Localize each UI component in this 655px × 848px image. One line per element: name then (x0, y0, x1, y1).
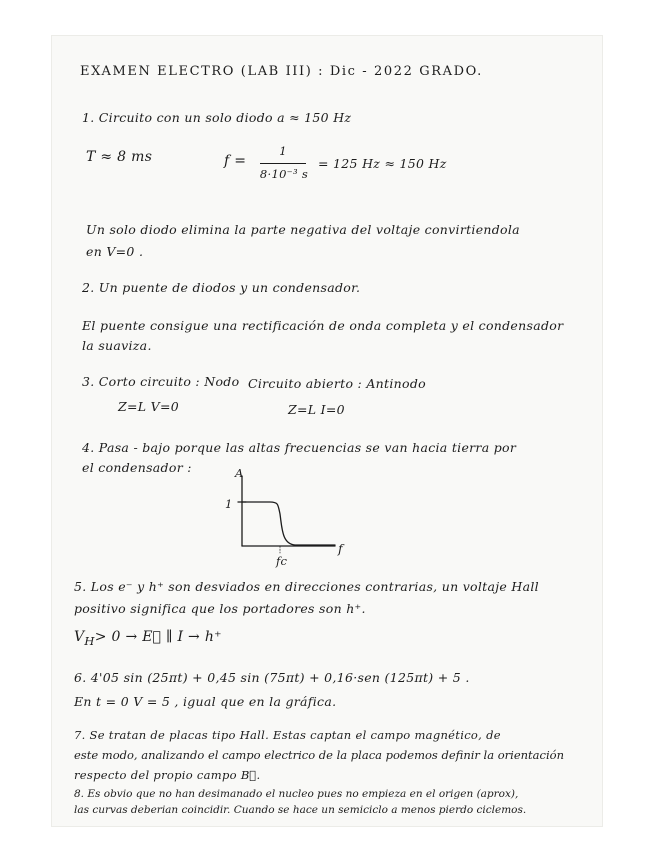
q3-short-circuit: 3. Corto circuito : Nodo (82, 374, 240, 389)
q6-line-2: En t = 0 V = 5 , igual que en la gráfica. (74, 694, 337, 709)
q1-explanation-line-1: Un solo diodo elimina la parte negativa del voltaje convirtiendola (86, 222, 520, 237)
q2-explanation-line-1: El puente consigue una rectificación de onda completa y el condensador (82, 318, 564, 333)
q3-open-circuit-eq: Z=L I=0 (288, 402, 345, 417)
q4-graph-x-label: f (338, 541, 343, 556)
exam-sheet (52, 36, 602, 826)
q5-line-1: 5. Los e⁻ y h⁺ son desviados en direcciones contrarias, un voltaje Hall (74, 579, 539, 594)
exam-title: EXAMEN ELECTRO (LAB III) : Dic - 2022 GRADO. (80, 64, 483, 79)
q5-relation-rest: > 0 → E⃗ ∥ I → h⁺ (94, 629, 222, 645)
q1-heading: 1. Circuito con un solo diodo a ≈ 150 Hz (82, 110, 352, 125)
q4-graph-y-axis-label: A (235, 466, 244, 480)
q7-line-3: respecto del propio campo B⃗. (74, 768, 261, 782)
q1-fraction-bar (260, 163, 306, 164)
q1-f-lhs: f = (224, 153, 247, 169)
q1-f-rhs: = 125 Hz ≈ 150 Hz (318, 156, 447, 171)
q7-line-1: 7. Se tratan de placas tipo Hall. Estas captan el campo magnético, de (74, 728, 501, 742)
q8-line-2: las curvas deberian coincidir. Cuando se hace un semiciclo a menos pierdo ciclemos. (74, 804, 527, 816)
q7-line-2: este modo, analizando el campo electrico de la placa podemos definir la orientación (74, 748, 564, 762)
q5-line-2: positivo significa que los portadores son h⁺. (74, 601, 366, 616)
q2-heading: 2. Un puente de diodos y un condensador. (82, 280, 361, 295)
q2-explanation-line-2: la suaviza. (82, 338, 152, 353)
q5-relation-vh-subscript: H (84, 633, 95, 648)
q6-formula: 6. 4'05 sin (25πt) + 0,45 sin (75πt) + 0,16·sen (125πt) + 5 . (74, 670, 470, 685)
q4-graph-y-tick: 1 (225, 497, 233, 511)
q1-f-denominator: 8·10⁻³ s (259, 167, 309, 181)
q3-open-circuit: Circuito abierto : Antinodo (248, 376, 426, 391)
q5-relation-vh: V (74, 629, 85, 645)
q4-lowpass-graph (220, 466, 370, 571)
q5-relation (74, 629, 222, 648)
q1-explanation-line-2: en V=0 . (86, 244, 144, 259)
lowpass-response-curve (242, 502, 335, 545)
q8-line-1: 8. Es obvio que no han desimanado el nucleo pues no empieza en el origen (aprox), (74, 788, 519, 800)
q3-short-circuit-eq: Z=L V=0 (118, 399, 179, 414)
q4-line-1: 4. Pasa - bajo porque las altas frecuencias se van hacia tierra por (82, 440, 517, 455)
q4-line-2: el condensador : (82, 460, 192, 475)
q1-period: T ≈ 8 ms (86, 149, 153, 165)
q1-f-numerator: 1 (279, 144, 287, 158)
q4-graph-cutoff-label: fc (276, 554, 288, 568)
